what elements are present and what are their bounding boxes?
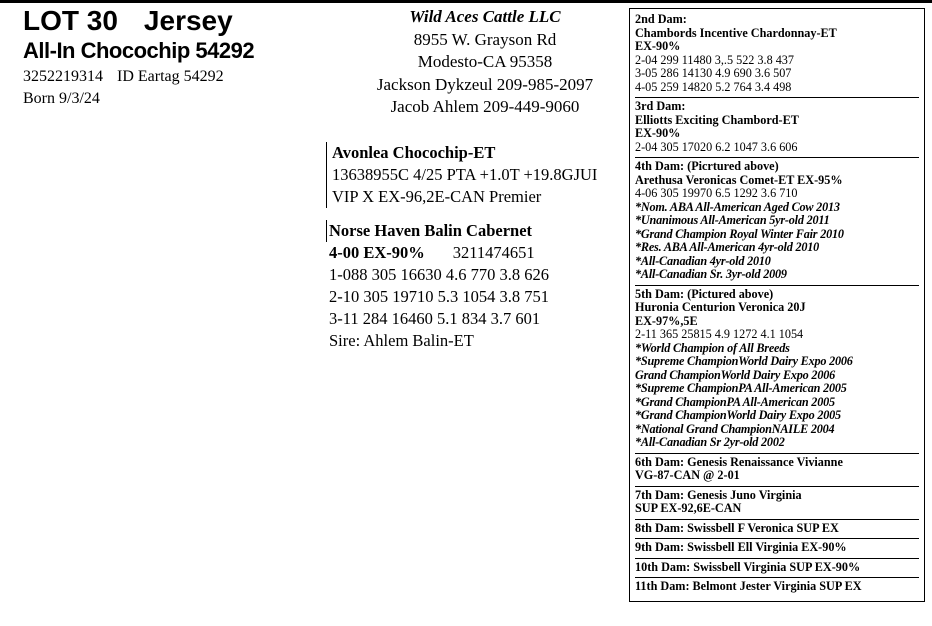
dam-9-label: 9th Dam: Swissbell Ell Virginia EX-90% [635, 540, 847, 554]
dam-2-record: 3-05 286 14130 4.9 690 3.6 507 [635, 66, 792, 80]
dam-record: 3-11 284 16460 5.1 834 3.7 601 [329, 309, 541, 328]
dam-4-section [635, 158, 919, 286]
eartag-id: ID Eartag 54292 [117, 68, 224, 85]
lot-breed: Jersey [143, 5, 233, 36]
dam-5-class: EX-97%,5E [635, 313, 698, 328]
dam-2-class: EX-90% [635, 39, 681, 53]
dam-3-section [635, 98, 919, 158]
dam-record: 2-10 305 19710 5.3 1054 3.8 751 [329, 287, 549, 306]
dam-5-label: 5th Dam: (Pictured above) [635, 286, 774, 301]
dam-4-name: Arethusa Veronicas Comet-ET EX-95% [635, 172, 843, 187]
animal-ids [23, 67, 224, 87]
dam-9-section [635, 539, 919, 559]
dam-4-honor: *Nom. ABA All-American Aged Cow 2013 [635, 199, 840, 214]
dam-class-line [326, 242, 611, 264]
animal-name: All-In Chocochip 54292 [23, 38, 255, 63]
dam-3-label: 3rd Dam: [635, 99, 686, 113]
dam-2-record: 4-05 259 14820 5.2 764 3.4 498 [635, 79, 792, 94]
consignor-farm: Wild Aces Cattle LLC [409, 7, 561, 26]
dam-5-name: Huronia Centurion Veronica 20J [635, 300, 806, 314]
dam-2-section [635, 11, 919, 98]
dam-sire: Sire: Ahlem Balin-ET [329, 331, 474, 350]
dam-2-record: 2-04 299 11480 3,.5 522 3.8 437 [635, 52, 794, 67]
consignor-contact-2: Jacob Ahlem 209-449-9060 [390, 97, 580, 116]
dam-7-section [635, 487, 919, 520]
dam-4-record: 4-06 305 19970 6.5 1292 3.6 710 [635, 186, 798, 200]
dam-4-label: 4th Dam: (Picrtured above) [635, 159, 779, 173]
lot-heading [23, 5, 233, 37]
dam-10-label: 10th Dam: Swissbell Virginia SUP EX-90% [635, 559, 861, 574]
dam-3-record: 2-04 305 17020 6.2 1047 3.6 606 [635, 139, 798, 154]
sire-line-2: VIP X EX-96,2E-CAN Premier [332, 187, 542, 206]
dam-6-label: 6th Dam: Genesis Renaissance Vivianne [635, 454, 843, 469]
dam-8-label: 8th Dam: Swissbell F Veronica SUP EX [635, 520, 839, 535]
dam-4-honor: *Res. ABA All-American 4yr-old 2010 [635, 240, 820, 254]
dam-5-honor: *All-Canadian Sr 2yr-old 2002 [635, 435, 785, 449]
dam-5-record: 2-11 365 25815 4.9 1272 4.1 1054 [635, 327, 804, 341]
dam-4-honor: *Unanimous All-American 5yr-old 2011 [635, 213, 830, 227]
dam-5-honor: *Grand ChampionWorld Dairy Expo 2005 [635, 408, 841, 422]
consignor-block [330, 6, 640, 119]
consignor-city: Modesto-CA 95358 [417, 52, 553, 71]
sire-line-1: 13638955C 4/25 PTA +1.0T +19.8GJUI [332, 165, 598, 184]
dam-5-honor: *Grand ChampionPA All-American 2005 [635, 394, 835, 409]
birth-date: Born 9/3/24 [23, 90, 100, 107]
consignor-address: 8955 W. Grayson Rd [413, 29, 557, 49]
dam-3-name: Elliotts Exciting Chambord-ET [635, 112, 799, 127]
dam-registration: 3211474651 [452, 243, 535, 262]
dam-4-honor: *All-Canadian Sr. 3yr-old 2009 [635, 267, 787, 281]
dam-5-honor: Grand ChampionWorld Dairy Expo 2006 [635, 367, 835, 382]
dam-2-label: 2nd Dam: [635, 12, 687, 26]
dam-11-section [635, 578, 919, 597]
dam-6-section [635, 454, 919, 487]
parentage-block [326, 142, 611, 352]
consignor-contact-1: Jackson Dykzeul 209-985-2097 [376, 74, 594, 94]
dam-2-name: Chambords Incentive Chardonnay-ET [635, 25, 837, 40]
sire-info [326, 142, 611, 208]
dam-name: Norse Haven Balin Cabernet [326, 220, 611, 242]
dam-classification: 4-00 EX-90% [329, 243, 425, 262]
dam-11-label: 11th Dam: Belmont Jester Virginia SUP EX [635, 579, 862, 593]
dam-6-class: VG-87-CAN @ 2-01 [635, 468, 740, 482]
dam-4-honor: *Grand Champion Royal Winter Fair 2010 [635, 226, 844, 241]
dam-4-honor: *All-Canadian 4yr-old 2010 [635, 253, 771, 268]
dam-5-honor: *Supreme ChampionPA All-American 2005 [635, 381, 847, 395]
registration-number: 3252219314 [23, 68, 103, 85]
dam-5-honor: *World Champion of All Breeds [635, 340, 790, 355]
dam-7-class: SUP EX-92,6E-CAN [635, 501, 742, 515]
dam-5-honor: *Supreme ChampionWorld Dairy Expo 2006 [635, 354, 853, 368]
dam-5-section [635, 286, 919, 454]
dam-7-label: 7th Dam: Genesis Juno Virginia [635, 487, 802, 502]
dam-info [326, 220, 611, 352]
dam-5-honor: *National Grand ChampionNAILE 2004 [635, 421, 835, 436]
pedigree-box [629, 8, 925, 602]
dam-3-class: EX-90% [635, 126, 681, 140]
dam-10-section [635, 559, 919, 579]
dam-record: 1-088 305 16630 4.6 770 3.8 626 [329, 265, 549, 284]
lot-number: LOT 30 [23, 5, 118, 36]
dam-8-section [635, 520, 919, 540]
sire-name: Avonlea Chocochip-ET [332, 143, 496, 162]
top-rule [0, 0, 932, 3]
